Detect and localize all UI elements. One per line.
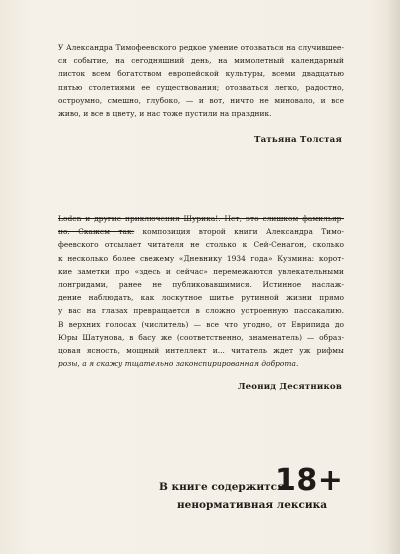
quote-line: дение наблюдать, как лоскутное шитье рутинной жизни прямо bbox=[58, 293, 344, 303]
warning-text-line2: ненормативная лексика bbox=[177, 499, 328, 511]
quote-line: ся событие, на сегодняшний день, на мимолетный календарный bbox=[58, 56, 344, 66]
quote-line: пятью столетиями ее существования; отозваться легко, радостно, bbox=[58, 82, 344, 92]
quote-line: у вас на глазах превращается в сложно устроенную пассакалию. bbox=[58, 306, 344, 316]
quote-author-tolstaya: Татьяна Толстая bbox=[254, 135, 342, 145]
age-warning bbox=[159, 463, 349, 523]
quote-line: феевского отсылает читателя не столько к Сей-Сенагон, сколько bbox=[58, 240, 344, 250]
quote-line: листок всем богатством европейской культуры, всеми двадцатью bbox=[58, 69, 344, 79]
struck-through-text: Loden и другие приключения Шурика!. Нет, это слишком фамильяр- bbox=[58, 214, 344, 223]
quote-line-italic: розы, а я скажу тщательно законспирированная доброта. bbox=[58, 359, 299, 369]
quote-line: кие заметки про «здесь и сейчас» перемежаются увлекательными bbox=[58, 266, 344, 276]
age-rating-badge: 18+ bbox=[275, 463, 344, 498]
quote-line: остроумно, смешно, глубоко, — и вот, ничто не миновало, и все bbox=[58, 95, 344, 105]
quote-line: цовая ясность, мощный интеллект и... читатель ждет уж рифмы bbox=[58, 346, 344, 356]
quote-line: живо, и все в цвету, и нас тоже пустили на праздник. bbox=[58, 109, 272, 119]
page-edge-shadow bbox=[386, 0, 400, 554]
quote-text: композиция второй книги Александра Тимо- bbox=[134, 227, 344, 237]
quote-line: к несколько более свежему «Дневнику 1934 года» Кузмина: корот- bbox=[58, 253, 344, 263]
quote-author-desyatnikov: Леонид Десятников bbox=[237, 382, 342, 392]
struck-through-text: но. Скажем так: bbox=[58, 227, 135, 237]
quote-line: В верхних голосах (числитель) — все что угодно, от Еврипида до bbox=[58, 319, 344, 329]
quote-line bbox=[58, 225, 344, 238]
quote-line: У Александра Тимофеевского редкое умение отозваться на случившее- bbox=[58, 43, 344, 52]
quote-tolstaya bbox=[58, 41, 344, 120]
quote-line: Юры Шатунова, в басу же (соответственно, знаменатель) — образ- bbox=[58, 332, 344, 342]
quote-desyatnikov bbox=[58, 212, 344, 370]
warning-text-line1: В книге содержится bbox=[159, 481, 285, 493]
quote-line: лонгридами, ранее не публиковавшимися. Истинное наслаж- bbox=[58, 280, 344, 290]
